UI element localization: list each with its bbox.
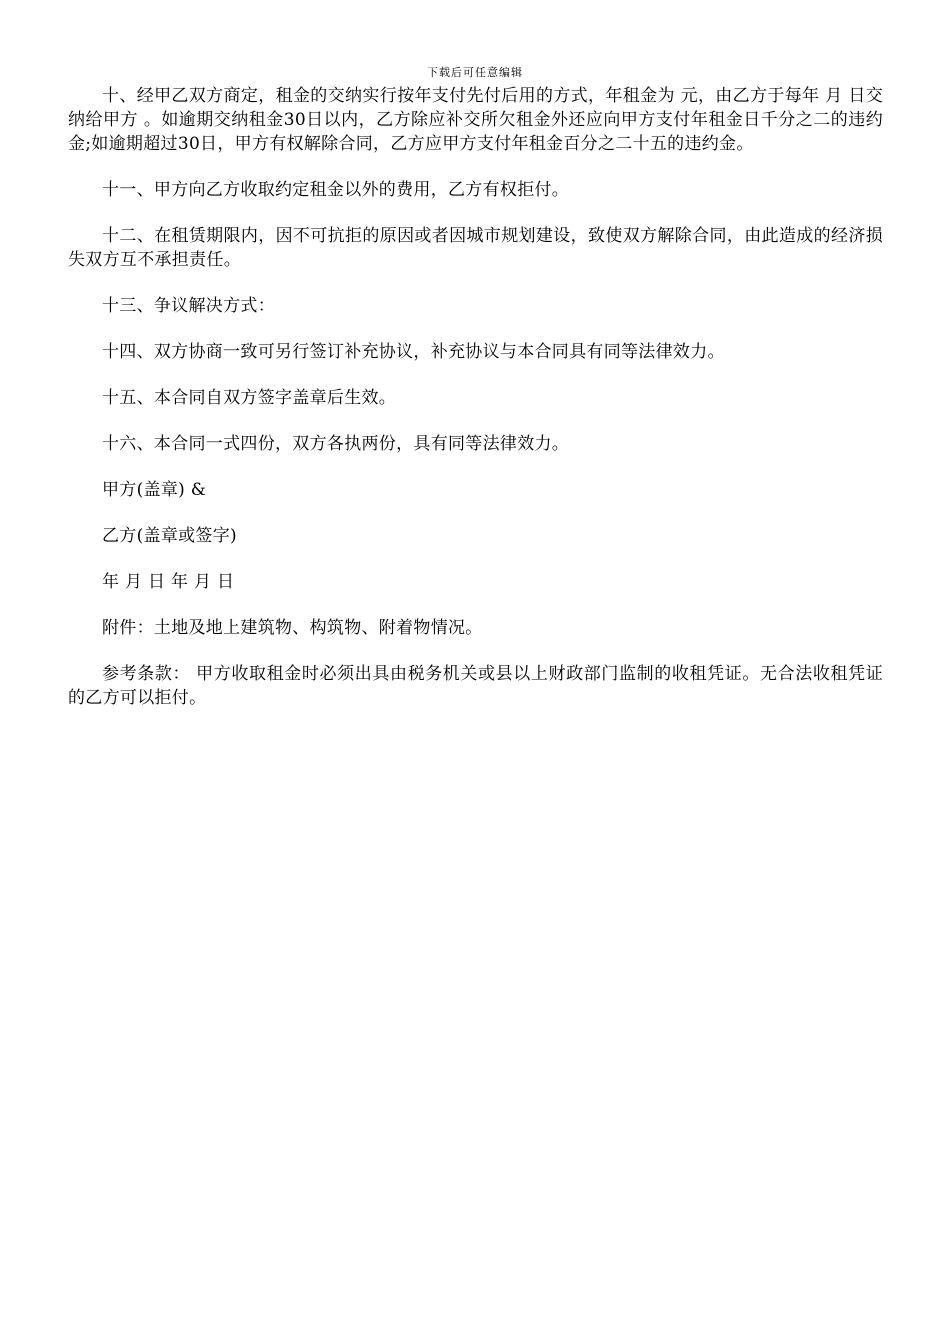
clause-12: 十二、在租赁期限内，因不可抗拒的原因或者因城市规划建设，致使双方解除合同，由此造成的经济损失双方互不承担责任。 [68, 226, 883, 270]
header-note: 下载后可任意编辑 [427, 66, 523, 79]
party-a-signature: 甲方(盖章) & [102, 480, 207, 500]
document-body [68, 84, 883, 732]
clause-14: 十四、双方协商一致可另行签订补充协议，补充协议与本合同具有同等法律效力。 [102, 342, 725, 362]
clause-15: 十五、本合同自双方签字盖章后生效。 [102, 388, 397, 408]
clause-11: 十一、甲方向乙方收取约定租金以外的费用，乙方有权拒付。 [102, 180, 570, 200]
clause-10: 十、经甲乙双方商定，租金的交纳实行按年支付先付后用的方式，年租金为 元，由乙方于每年 月 日交纳给甲方 。如逾期交纳租金30日以内，乙方除应补交所欠租金外还应向甲方支付年租金日千分之二的违约金;如逾期超过30日，甲方有权解除合同，乙方应甲方支付年租金百分之二十五的违约金。 [68, 86, 883, 154]
reference-clause: 参考条款： 甲方收取租金时必须出具由税务机关或县以上财政部门监制的收租凭证。无合法收租凭证的乙方可以拒付。 [68, 664, 883, 708]
clause-13: 十三、争议解决方式： [102, 296, 275, 316]
appendix: 附件：土地及地上建筑物、构筑物、附着物情况。 [102, 618, 483, 638]
party-b-signature: 乙方(盖章或签字) [102, 526, 237, 546]
clause-16: 十六、本合同一式四份，双方各执两份，具有同等法律效力。 [102, 434, 570, 454]
signature-dates: 年 月 日 年 月 日 [102, 572, 235, 592]
